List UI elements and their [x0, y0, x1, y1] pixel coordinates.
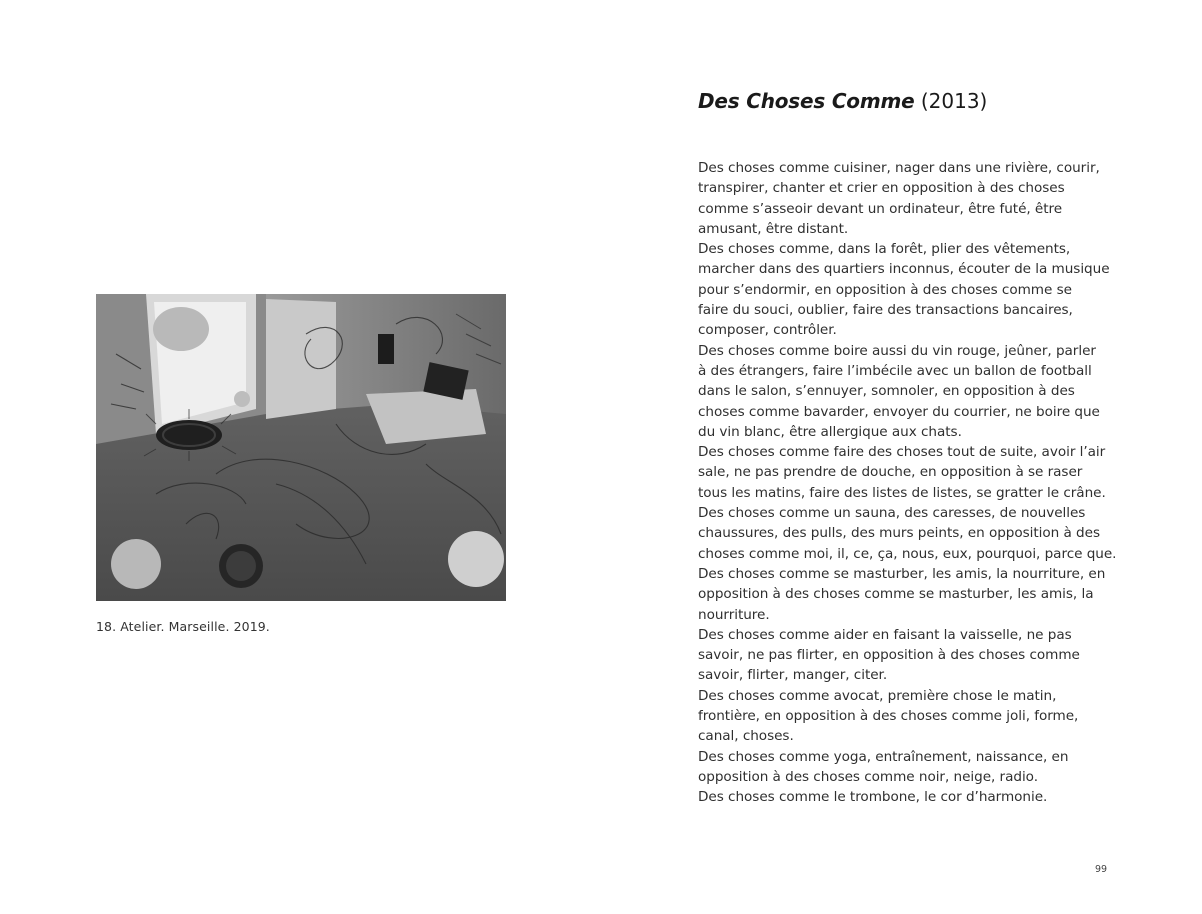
- poem-line: Des choses comme yoga, entraînement, naissance, en: [698, 748, 1069, 765]
- poem-line: chaussures, des pulls, des murs peints, en opposition à des: [698, 525, 1100, 542]
- poem-body: [698, 158, 1118, 808]
- poem-line: dans le salon, s’ennuyer, somnoler, en opposition à des: [698, 383, 1075, 400]
- poem-line: composer, contrôler.: [698, 322, 837, 339]
- poem-line: faire du souci, oublier, faire des transactions bancaires,: [698, 302, 1073, 319]
- poem-year: (2013): [920, 89, 988, 113]
- poem-line: opposition à des choses comme noir, neige, radio.: [698, 768, 1038, 785]
- poem-line: Des choses comme, dans la forêt, plier des vêtements,: [698, 241, 1071, 258]
- poem-line: Des choses comme un sauna, des caresses, de nouvelles: [698, 505, 1086, 522]
- poem-line: sale, ne pas prendre de douche, en opposition à se raser: [698, 464, 1083, 481]
- atelier-photo: [96, 294, 506, 601]
- poem-line: choses comme moi, il, ce, ça, nous, eux, pourquoi, parce que.: [698, 545, 1117, 562]
- poem-line: marcher dans des quartiers inconnus, écouter de la musique: [698, 261, 1110, 278]
- page-number: 99: [1095, 864, 1108, 875]
- poem-line: opposition à des choses comme se masturber, les amis, la: [698, 586, 1094, 603]
- poem-line: Des choses comme avocat, première chose le matin,: [698, 687, 1057, 704]
- poem-line: canal, choses.: [698, 728, 794, 745]
- poem-line: Des choses comme boire aussi du vin rouge, jeûner, parler: [698, 342, 1096, 359]
- poem-line: Des choses comme faire des choses tout de suite, avoir l’air: [698, 444, 1106, 461]
- poem-line: choses comme bavarder, envoyer du courrier, ne boire que: [698, 403, 1100, 420]
- poem-line: nourriture.: [698, 606, 770, 623]
- poem-line: du vin blanc, être allergique aux chats.: [698, 423, 962, 440]
- poem-line: comme s’asseoir devant un ordinateur, être futé, être: [698, 200, 1063, 217]
- poem-title-text: Des Choses Comme: [698, 89, 915, 113]
- poem-line: savoir, ne pas flirter, en opposition à des choses comme: [698, 647, 1080, 664]
- poem-line: amusant, être distant.: [698, 220, 849, 237]
- poem-line: pour s’endormir, en opposition à des choses comme se: [698, 281, 1072, 298]
- poem-line: Des choses comme se masturber, les amis, la nourriture, en: [698, 565, 1106, 582]
- poem-title: [698, 89, 987, 113]
- poem-line: transpirer, chanter et crier en opposition à des choses: [698, 180, 1065, 197]
- poem-line: tous les matins, faire des listes de listes, se gratter le crâne.: [698, 484, 1106, 501]
- poem-line: Des choses comme cuisiner, nager dans une rivière, courir,: [698, 160, 1100, 176]
- photo-caption: 18. Atelier. Marseille. 2019.: [96, 619, 270, 634]
- poem-line: Des choses comme aider en faisant la vaisselle, ne pas: [698, 626, 1072, 643]
- poem-line: savoir, flirter, manger, citer.: [698, 667, 888, 684]
- atelier-photo-illustration: [96, 294, 506, 601]
- poem-line: Des choses comme le trombone, le cor d’harmonie.: [698, 789, 1048, 806]
- poem-line: frontière, en opposition à des choses comme joli, forme,: [698, 708, 1079, 725]
- poem-line: à des étrangers, faire l’imbécile avec un ballon de football: [698, 362, 1092, 379]
